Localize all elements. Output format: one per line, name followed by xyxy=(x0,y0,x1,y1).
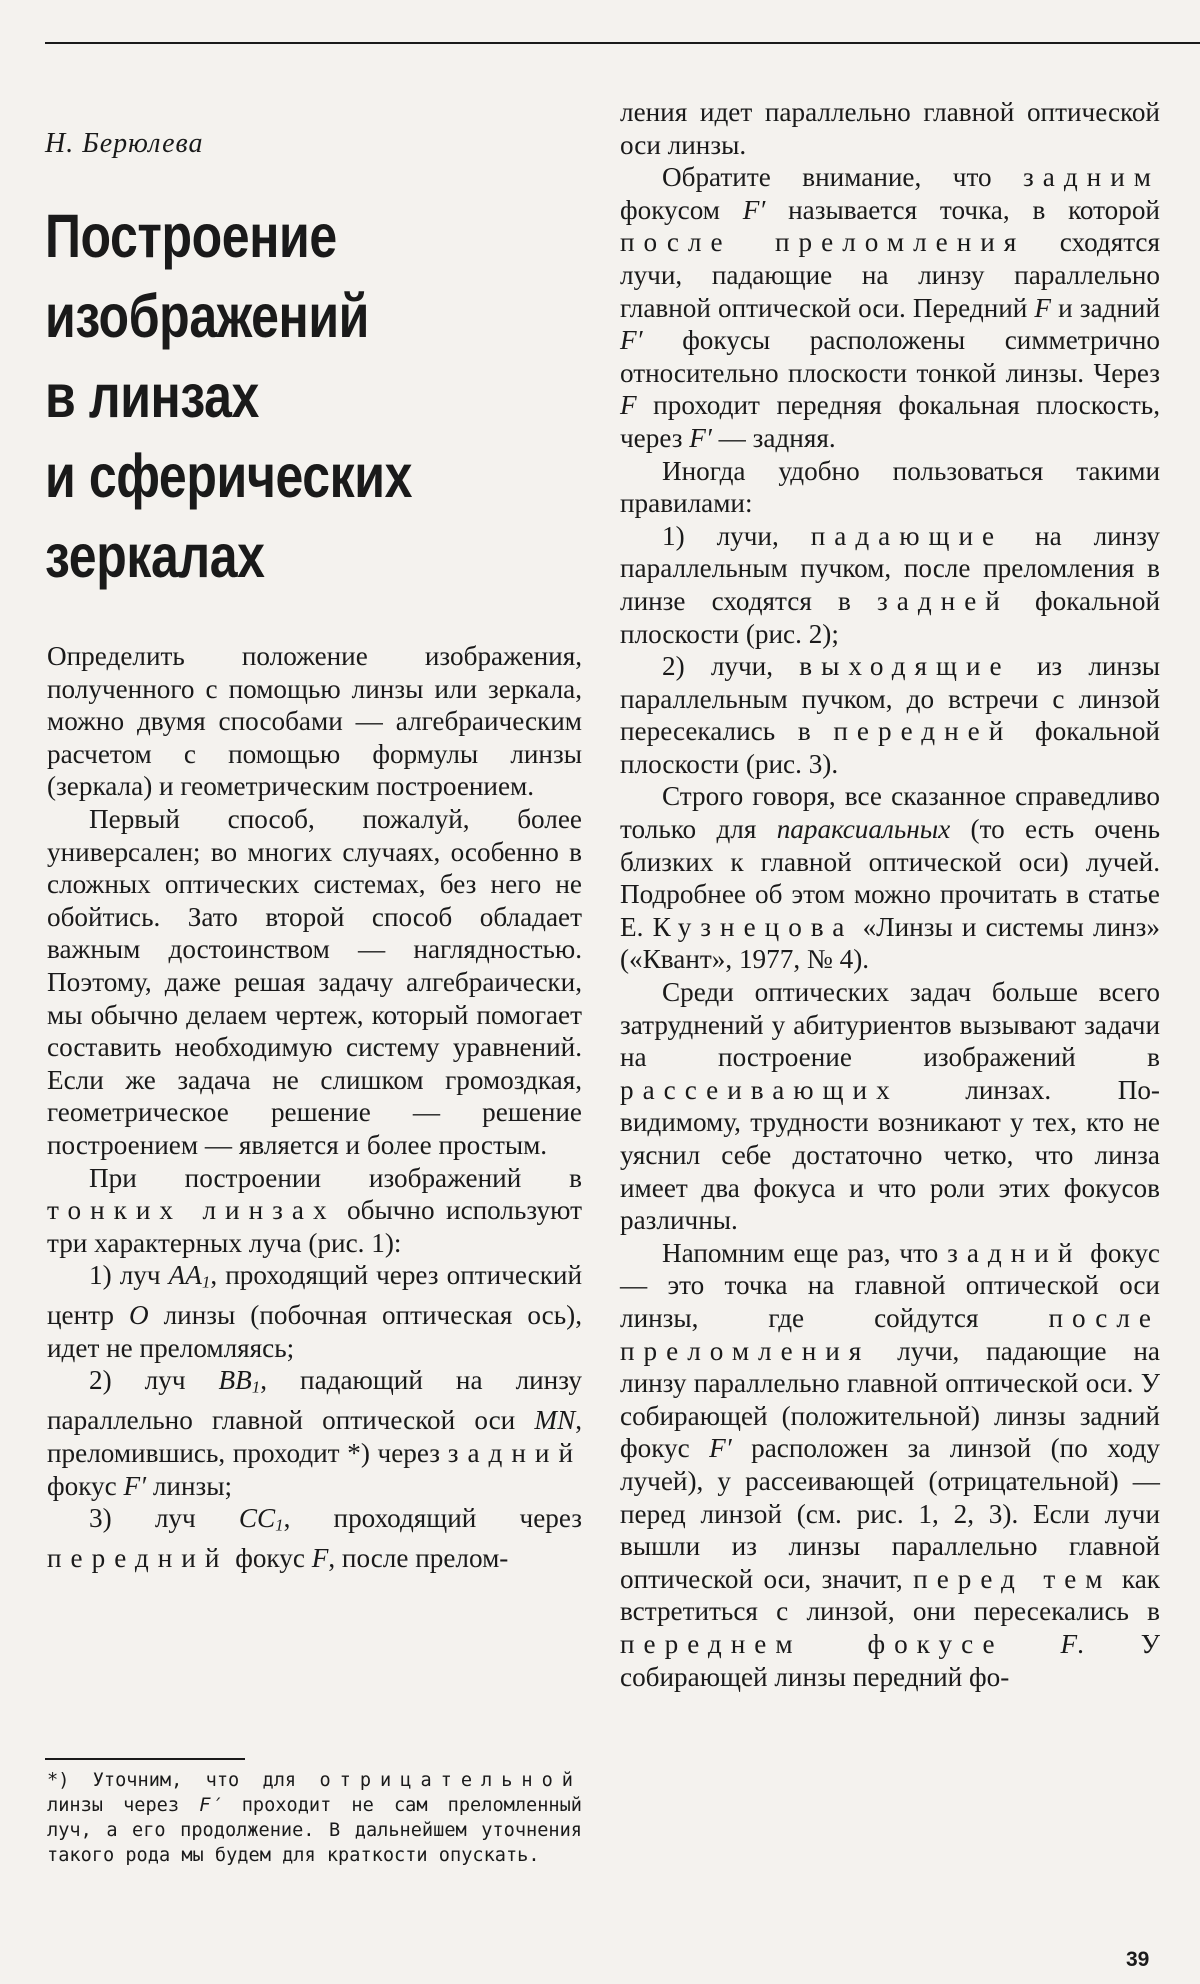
paragraph: Обратите внимание, что задним фокусом F′ называется точка, в которой после преломления сходятся лучи, падающие на линзу параллельно главной оптической оси. Передний F и задний F′ фокусы расположены симметрично относительно плоскости тонкой линзы. Через F проходит передняя фокальная плоскость, через F′ — задняя. xyxy=(620,162,1160,453)
footnote-rule xyxy=(45,1758,245,1760)
author-name: Н. Берюлева xyxy=(45,128,204,159)
left-column xyxy=(47,640,582,1575)
paragraph: Напомним еще раз, что задний фокус — это точка на главной оптической оси линзы, где сойдутся после преломления лучи, падающие на линзу параллельно главной оптической оси. У собирающей (положительной) линзы задний фокус F′ расположен за линзой (по ходу лучей), у рассеивающей (отрицательной) — перед линзой (см. рис. 1, 2, 3). Если лучи вышли из линзы параллельно главной оптической оси, значит, перед тем как встретиться с линзой, они пересекались в переднем фокусе F. У собирающей линзы передний фо- xyxy=(620,1237,1160,1692)
title-line: и сферических xyxy=(45,442,412,510)
title-line: зеркалах xyxy=(45,522,265,590)
paragraph: ления идет параллельно главной оптической оси линзы. xyxy=(620,97,1160,160)
paragraph: При построении изображений в тонких линзах обычно используют три характерных луча (рис. 1): xyxy=(47,1162,582,1258)
right-column xyxy=(620,96,1160,1693)
paragraph: Первый способ, пожалуй, более универсален; во многих случаях, особенно в сложных оптических системах, без него не обойтись. Зато второй способ обладает важным достоинством — наглядностью. Поэтому, даже решая задачу алгебраически, мы обычно делаем чертеж, который помогает составить необходимую систему уравнений. Если же задача не слишком громоздкая, геометрическое решение — решение построением — является и более простым. xyxy=(47,803,582,1160)
paragraph: Иногда удобно пользоваться такими правилами: xyxy=(620,455,1160,519)
title-line: изображений xyxy=(45,282,370,350)
paragraph: Определить положение изображения, полученного с помощью линзы или зеркала, можно двумя способами — алгебраическим расчетом с помощью формулы линзы (зеркала) и геометрическим построением. xyxy=(47,641,582,802)
title-line: в линзах xyxy=(45,362,259,430)
rule-item-2: 2) лучи, выходящие из линзы параллельным пучком, до встречи с линзой пересекались в передней фокальной плоскости (рис. 3). xyxy=(620,651,1160,779)
top-rule xyxy=(45,42,1200,44)
rule-item-1: 1) луч $AA_1$, проходящий через оптический центр O линзы (побочная оптическая ось), идет не преломляясь; xyxy=(47,1260,583,1363)
title-line: Построение xyxy=(45,202,337,270)
paragraph: Среди оптических задач больше всего затруднений у абитуриентов вызывают задачи на построение изображений в рассеивающих линзах. По-видимому, трудности возникают у тех, кто не уяснил себе достаточно четко, что линза имеет два фокуса и что роли этих фокусов различны. xyxy=(620,977,1160,1236)
article-title xyxy=(45,196,488,596)
page-number: 39 xyxy=(1126,1948,1150,1971)
rule-item-1: 1) лучи, падающие на линзу параллельным пучком, после преломления в линзе сходятся в задней фокальной плоскости (рис. 2); xyxy=(620,520,1160,649)
rule-item-3: 3) луч $CC_1$, проходящий через передний фокус F, после прелом- xyxy=(47,1503,582,1574)
paragraph: Строго говоря, все сказанное справедливо только для параксиальных (то есть очень близких к главной оптической оси) лучей. Подробнее об этом можно прочитать в статье Е. Кузнецова «Линзы и системы линз» («Квант», 1977, № 4). xyxy=(620,781,1161,975)
rule-item-2: 2) луч $BB_1$, падающий на линзу параллельно главной оптической оси MN, преломившись, проходит *) через задний фокус F′ линзы; xyxy=(47,1365,582,1501)
footnote: *) Уточним, что для отрицательной линзы через F′ проходит не сам преломленный луч, а его продолжение. В дальнейшем уточнения такого рода мы будем для краткости опускать. xyxy=(47,1770,582,1866)
